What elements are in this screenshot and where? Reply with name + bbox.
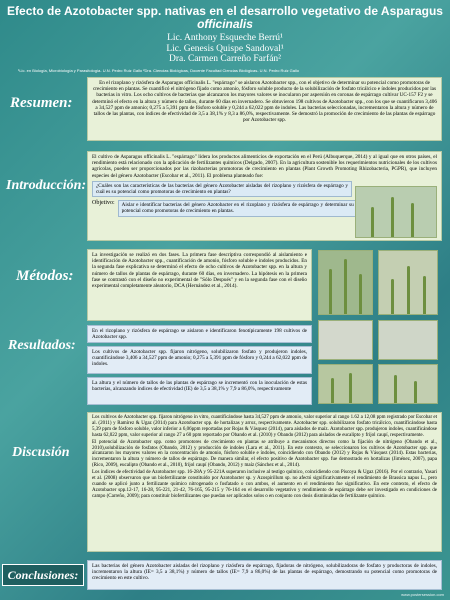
conclusiones-label: Conclusiones: xyxy=(2,564,84,586)
title-line-1: Efecto de Azotobacter spp. nativas en el desarrollo vegetativo de Asparagus xyxy=(7,4,443,18)
discusion-p2: El potencial de Azotobacter spp. como promotores de crecimiento en plantas se atribuye a mecanismos directos como la fijación de nitrógeno (Obando et al., 2010),solubilización de fosfatos (Obando, 2012) y producción de indoles (Lara et al., 2011). En este contexto, se seleccionaron los cultivos de Azotobacter spp. que alcanzaron los mayores valores en la concentración de amonio, fósforo soluble e índoles, coincidiendo con Obando (2012) y Rojas & Vásquez (2014). Estas bacterias, incrementaron la altura y número de tallos de espárrago. De manera similar, el efecto positivo de Azotobacter spp. fue demostrado en hortalizas (Jiménez, 2007), papa (Rico, 2009), eucalipto (Obando et al., 2010), frijol caupí (Obando, 2012) y maíz (Sánchez et al., 2014). xyxy=(92,439,437,469)
results-photo-4 xyxy=(378,364,438,404)
problema-text: ¿Cuáles son las características de las bacterias del género Azotobacter aisladas del rizoplano y rizósfera de espárrago y cuál es su potencial como promotoras de crecimiento en plantas? xyxy=(96,182,348,196)
author-2: Lic. Genesis Quispe Sandoval¹ xyxy=(166,43,284,54)
resumen-label: Resumen: xyxy=(10,95,73,111)
affiliation: ¹Lic. en Biología, Microbiología y Parasitología- U.N. Pedro Ruiz Gallo ²Dra. Ciencias Biológicas, Docente Facultad Ciencias Biológicas- U.N. Pedro Ruiz Gallo xyxy=(18,68,300,73)
resultados-text-1: En el rizoplano y rizósfera de espárrago se aislaron e identificaron fenotípicamente 198 cultivos de Azotobacter spp. xyxy=(92,328,307,341)
discusion-label: Discusión xyxy=(12,445,70,460)
results-photo-1 xyxy=(318,320,373,360)
introduccion-text: El cultivo de Asparagus officinalis L. "espárrago" lidera los productos alimenticios de exportación en el Perú (Albuquerque, 2014) y al igual que en otros países, el rendimiento está relacionado con la aplicación de fertilizantes químicos (Delgado, 2007). En la agricultura sostenible los requerimientos nutricionales de los cultivos agrícolas, pueden ser proporcionados por las rizobacterias promotoras de crecimiento en plantas (Plant Growth Promoting Rhizobacteria, PGPR), que incluyen especies del género Azotobacter (Escobar et al., 2011). El problema planteado fue: xyxy=(92,154,437,179)
method-photo-2 xyxy=(378,250,438,315)
resultados-label: Resultados: xyxy=(8,338,76,353)
author-1: Lic. Anthony Esqueche Berrú¹ xyxy=(167,33,283,43)
conclusiones-box xyxy=(87,560,442,590)
plant-photo-intro xyxy=(355,186,437,238)
title-line-2: officinalis xyxy=(197,17,253,31)
resultados-text-2: Los cultivos de Azotobacter spp. fijaron nitrógeno, solubilizaron fosfato y produjeron indoles, cuantificándose 3,406 a 34,527 ppm de amonio; 0,275 a 5,391 ppm de fósforo y 0,244 a 62,022 ppm de indoles. xyxy=(92,349,307,368)
resultados-box-1 xyxy=(87,325,312,343)
resultados-text-3: La altura y el número de tallos de las plantas de espárrago se incrementó con la inoculación de estas bacterias, alcanzando índices de efectividad (IE) de 3,5 a 38,1% y 7,9 a 86,0%, respectivamente xyxy=(92,380,307,393)
results-photo-2 xyxy=(378,320,438,360)
author-list xyxy=(0,33,450,65)
author-3: Dra. Carmen Carreño Farfán² xyxy=(168,54,282,64)
footer-url: www.postersession.com xyxy=(401,592,444,597)
objetivo-label: Objetivo: xyxy=(92,200,115,207)
discusion-p1: Los cultivos de Azotobacter spp. fijaron nitrógeno in vitro, cuantificándose hasta 34,527 ppm de amonio, valor superior al rango 1.62 a 12,08 ppm registrado por Escobar et al. (2011) y Ramírez & Ugaz (2014) para Azotobacter spp. de hortalizas y arroz, respectivamente. Azotobacter spp. solubilizaron fosfato tricálcico, cuantificándose hasta 5,39 ppm de fósforo soluble, valor inferior a 6,06ppm reportadas por Rojas & Vásquez (2014), para aislados de maíz. Azotobacter spp. produjeron indoles, cuantificándose hasta 62,022 ppm, valor superior al rango 27 a 60 ppm reportado por Obando et al. (2010) y Obando (2012) para aislados de eucalipto y frijol caupí, respectivamente. xyxy=(92,415,437,438)
metodos-label: Métodos: xyxy=(16,268,74,284)
resultados-box-3 xyxy=(87,377,312,405)
discusion-p3: Los índices de efectividad de Azotobacter spp. 16-28A y 95-221A superaron inclusive al testigo químico, coincidiendo con Piscoya & Ugaz (2016). Por el contrario, Yasari et al. (2008) observaron que un biofertilizante constituido por Azotobacter sp. y Azospirillum sp. no afectó significativamente el rendimiento de Brassica napus L., pero cuando se aplicó junto a fertilizante químico nitrogenado o fosfatado o con ambos, el aumento en el rendimiento fue significativo. En este contexto, el efecto de Azotobacter spp.12-17, 16-28, 95-221, 21-42, 76-165, 95-215 y 76-164 en el desarrollo vegetativo y rendimiento de espárrago debe ser investigado en condiciones de campo (Carreño, 2009); para constituir biofertilizantes que puedan ser aplicados solos o en conjunto con dosis disminuidas de fertilizante químico. xyxy=(92,470,437,499)
method-photo-1 xyxy=(318,250,373,315)
metodos-text: La investigación se realizó en dos fases. La primera fase descriptiva correspondió al aislamiento e identificación de Azotobacter spp., cuantificación de amonio, fósforo soluble e indoles producidos. En la segunda fase explicativa se determinó el efecto de ocho cultivos de Azotobacter spp. en la altura y número de tallos de plantas de espárrago, durante 60 días, en invernadero. La hipótesis en la primera fase se contrastó con el diseño no experimental de "Sólo Después" y en la segunda fase con el diseño experimental completamente aleatorio, DCA (Hernández et al., 2014). xyxy=(92,252,307,290)
resumen-box xyxy=(87,77,442,141)
resultados-box-2 xyxy=(87,346,312,374)
metodos-box xyxy=(87,249,312,321)
introduccion-label: Introducción: xyxy=(6,178,87,193)
resumen-text: En el rizoplano y rizósfera de Asparagus officinalis L. "espárrago" se aislaron Azotobacter spp., con el objetivo de determinar su potencial como promotoras de crecimiento en plantas. Se cuantificó el nitrógeno fijado como amonio, fósforo soluble producto de la solubilización de fosfato tricálcico e índoles producidos por las bacterias in vitro. Los ocho cultivos de bacterias que alcanzaron los mayores valores se inocularon por aspersión en coronas de espárrago cultivar UC-157 F2 y se determinó el efecto en la altura y número de tallos, durante 60 días en invernadero. Se obtuvieron 198 cultivos de Azotobacter spp., con los que se cuantificaron 3,406 a 34,527 ppm de amonio; 0,275 a 5,391 ppm de fósforo soluble y 0,244 a 62,022 ppm de indoles. Las bacterias seleccionadas, incrementaron la altura y número de tallos de las plantas, con índices de efectividad de 3,5 a 38,1% y 8,3 a 86,0%, respectivamente. Se demostró la promoción de crecimiento de las plantas de espárrago por Azotobacter spp. xyxy=(92,80,437,124)
poster-title xyxy=(0,5,450,31)
discusion-box xyxy=(87,412,442,552)
objetivo-text: Aislar e identificar bacterias del género Azotobacter en el rizoplano y rizósfera de espárrago y determinar su potencial como promotoras de crecimiento en plantas. xyxy=(118,200,358,216)
conclusiones-text: Las bacterias del género Azotobacter aisladas del rizoplano y rizósfera de espárrago, fijadoras de nitrógeno, solubilizadoras de fosfato y productoras de indoles, incrementaron la altura (IE= 3,5 a 38,1%) y número de tallos (IE= 7,9 a 86,0%) de las plantas de espárrago, demostrando su potencial como promotoras de crecimiento en este cultivo. xyxy=(92,563,437,582)
results-photo-3 xyxy=(318,364,373,404)
problema-box xyxy=(92,181,352,197)
